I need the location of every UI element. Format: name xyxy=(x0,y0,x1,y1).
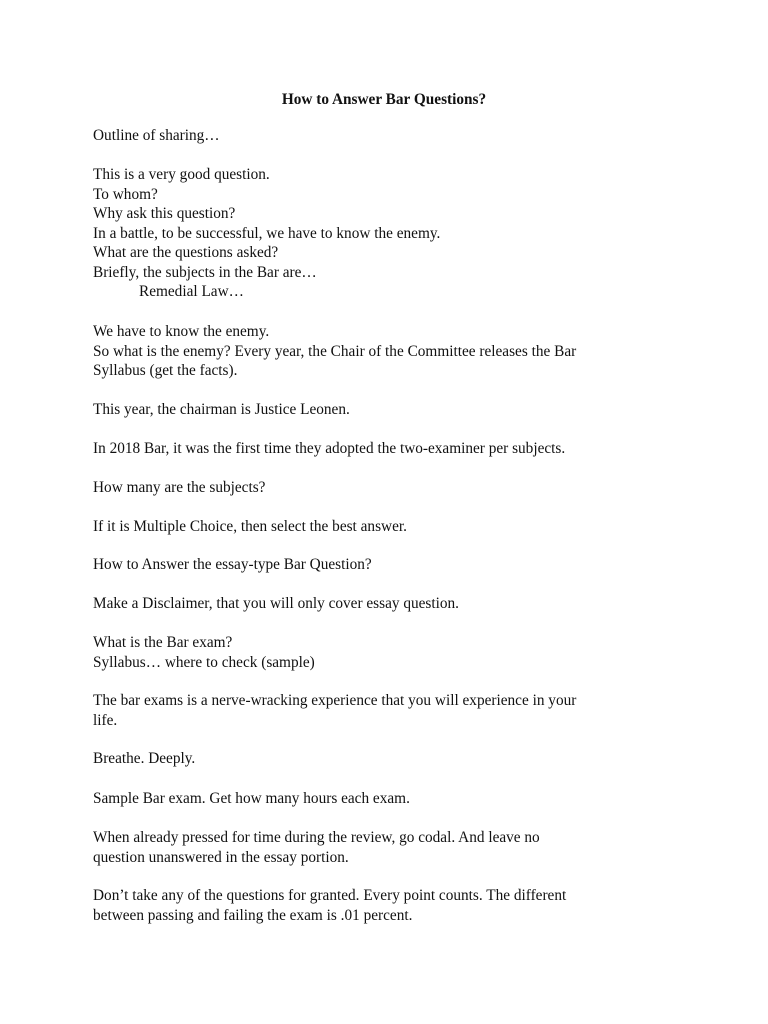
paragraph xyxy=(93,439,693,459)
text-line: How to Answer the essay-type Bar Question? xyxy=(93,556,372,573)
text-line: The bar exams is a nerve-wracking experience that you will experience in your xyxy=(93,692,577,709)
paragraph xyxy=(93,691,693,730)
paragraph xyxy=(93,594,693,614)
text-line: Briefly, the subjects in the Bar are… xyxy=(93,263,317,281)
paragraph xyxy=(93,126,693,146)
document-title: How to Answer Bar Questions? xyxy=(281,91,487,108)
text-line: Sample Bar exam. Get how many hours each exam. xyxy=(93,790,410,807)
text-line: between passing and failing the exam is .01 percent. xyxy=(93,906,413,924)
paragraph xyxy=(93,789,693,809)
paragraph xyxy=(93,165,693,302)
text-line: Remedial Law… xyxy=(139,283,244,300)
text-line: Make a Disclaimer, that you will only cover essay question. xyxy=(93,595,459,612)
text-line: When already pressed for time during the review, go codal. And leave no xyxy=(93,829,540,846)
paragraph xyxy=(93,886,693,925)
text-line: What are the questions asked? xyxy=(93,244,279,261)
text-line: We have to know the enemy. xyxy=(93,323,270,340)
paragraph xyxy=(93,478,693,498)
text-line: In a battle, to be successful, we have to know the enemy. xyxy=(93,224,441,242)
text-line: To whom? xyxy=(93,185,158,203)
text-line: Outline of sharing… xyxy=(93,127,220,144)
text-line: Don’t take any of the questions for granted. Every point counts. The different xyxy=(93,887,567,904)
text-line: Syllabus… where to check (sample) xyxy=(93,653,315,671)
paragraph xyxy=(93,400,693,420)
text-line: So what is the enemy? Every year, the Chair of the Committee releases the Bar xyxy=(93,342,577,360)
text-line: In 2018 Bar, it was the first time they adopted the two-examiner per subjects. xyxy=(93,440,566,457)
text-line: This is a very good question. xyxy=(93,166,270,183)
paragraph xyxy=(93,828,693,867)
paragraph xyxy=(93,633,693,672)
text-line: What is the Bar exam? xyxy=(93,634,233,651)
text-line: This year, the chairman is Justice Leonen. xyxy=(93,401,350,418)
text-line: How many are the subjects? xyxy=(93,479,266,496)
text-line: Why ask this question? xyxy=(93,205,236,222)
text-line: question unanswered in the essay portion. xyxy=(93,848,349,866)
text-line: Breathe. Deeply. xyxy=(93,750,196,767)
paragraph xyxy=(93,555,693,575)
text-line: life. xyxy=(93,711,118,729)
text-line: If it is Multiple Choice, then select the best answer. xyxy=(93,518,407,535)
paragraph xyxy=(93,749,693,769)
paragraph xyxy=(93,517,693,537)
text-line: Syllabus (get the facts). xyxy=(93,362,238,379)
paragraph xyxy=(93,322,693,381)
